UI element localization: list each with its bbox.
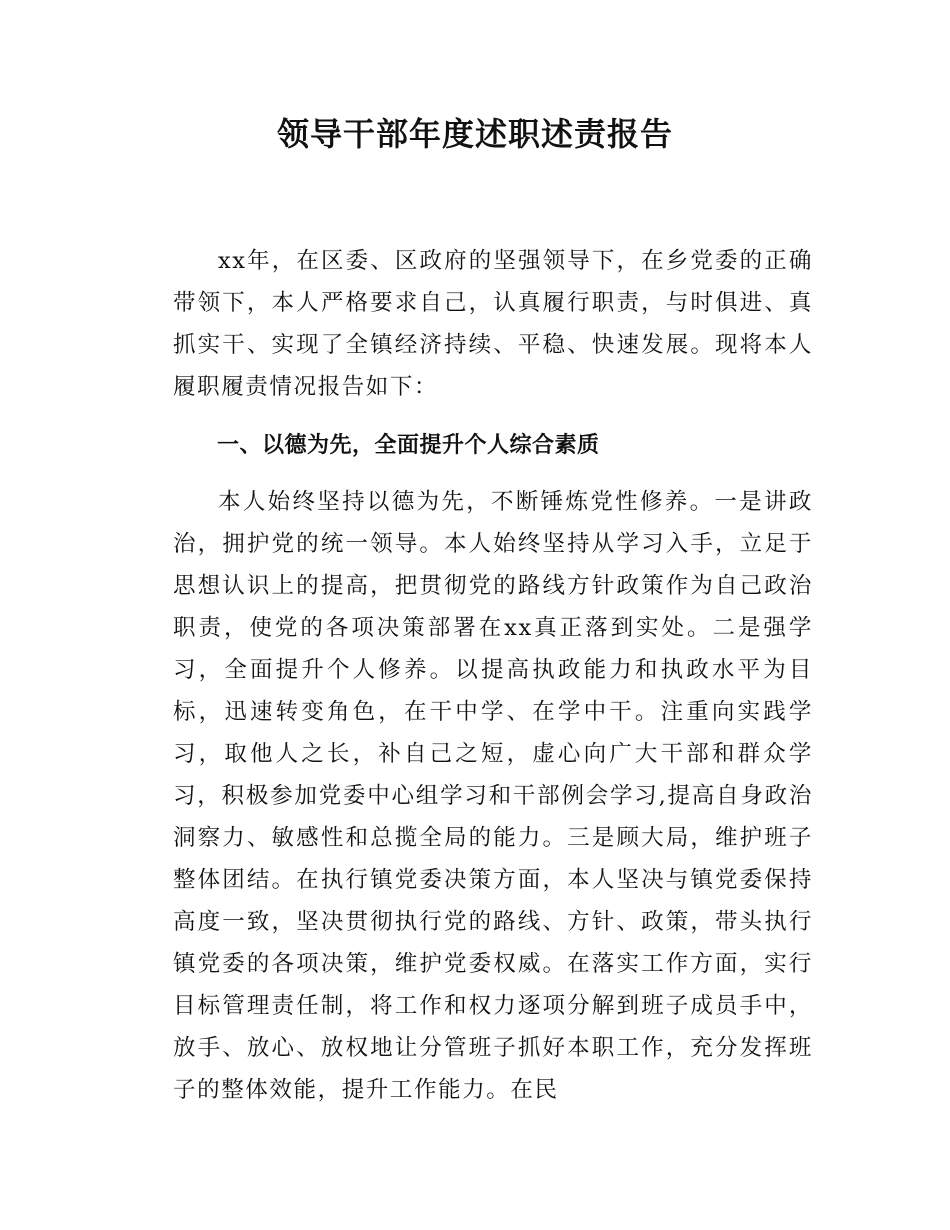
section-body-paragraph: 本人始终坚持以德为先，不断锤炼党性修养。一是讲政治，拥护党的统一领导。本人始终坚持从学习入手，立足于思想认识上的提高，把贯彻党的路线方针政策作为自己政治职责，使党的各项决策部署在xx真正落到实处。二是强学习，全面提升个人修养。以提高执政能力和执政水平为目标，迅速转变角色，在干中学、在学中干。注重向实践学习，取他人之长，补自己之短，虚心向广大干部和群众学习，积极参加党委中心组学习和干部例会学习,提高自身政治洞察力、敏感性和总揽全局的能力。三是顾大局，维护班子整体团结。在执行镇党委决策方面，本人坚决与镇党委保持高度一致，坚决贯彻执行党的路线、方针、政策，带头执行镇党委的各项决策，维护党委权威。在落实工作方面，实行目标管理责任制，将工作和权力逐项分解到班子成员手中，放手、放心、放权地让分管班子抓好本职工作，充分发挥班子的整体效能，提升工作能力。在民 bbox=[173, 489, 813, 1103]
page-title: 领导干部年度述职述责报告 bbox=[276, 115, 673, 153]
intro-paragraph: xx年，在区委、区政府的坚强领导下，在乡党委的正确带领下，本人严格要求自己，认真履行职责，与时俱进、真抓实干、实现了全镇经济持续、平稳、快速发展。现将本人履职履责情况报告如下： bbox=[173, 248, 813, 400]
section-heading: 一、以德为先，全面提升个人综合素质 bbox=[217, 433, 600, 458]
